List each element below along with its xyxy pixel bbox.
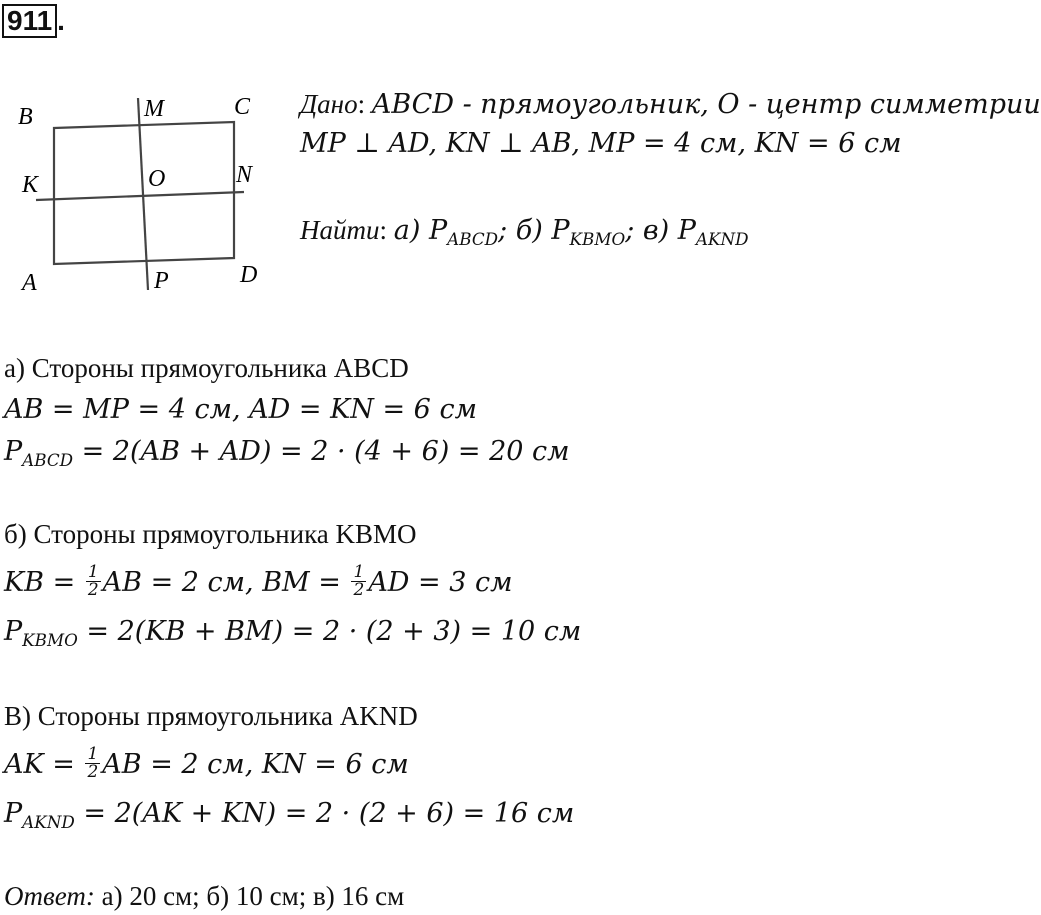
given-line-1: Дано: ABCD - прямоугольник, O - центр симметрии xyxy=(300,89,1041,120)
label-d: D xyxy=(240,262,258,288)
answer-label: Ответ: xyxy=(4,881,95,911)
part-b-heading: б) Стороны прямоугольника KBMO xyxy=(4,519,417,549)
label-o: O xyxy=(148,166,166,192)
label-n: N xyxy=(236,162,253,188)
label-p: P xyxy=(154,268,169,294)
answer-line xyxy=(4,880,404,912)
part-b-eq1: KB = $\frac{1}{2}$ AB = 2 см, BM = $\frac{1}{2}$ AD = 3 см xyxy=(4,562,513,600)
part-a-heading: а) Стороны прямоугольника ABCD xyxy=(4,353,409,383)
problem-number: 911 . xyxy=(2,4,65,38)
segment-kn xyxy=(36,192,244,200)
part-a-eq2: $P_{ABCD} = 2(AB + AD) = 2 \cdot (4 + 6) = 20$ см xyxy=(4,436,570,470)
part-c-eq2: $P_{AKND} = 2(AK + KN) = 2 \cdot (2 + 6) = 16$ см xyxy=(4,798,575,832)
part-c-eq1: AK = $\frac{1}{2}$ AB = 2 см, KN = 6 см xyxy=(4,744,409,782)
given-text-1: ABCD - прямоугольник, O - центр симметрии xyxy=(371,89,1041,120)
given-line-2: MP ⊥ AD, KN ⊥ AB, MP = 4 см, KN = 6 см xyxy=(300,128,902,159)
label-a: A xyxy=(22,270,37,296)
part-c-heading: В) Стороны прямоугольника AKND xyxy=(4,701,418,731)
label-b: B xyxy=(18,104,33,130)
part-b-eq2: $P_{KBMO} = 2(KB + BM) = 2 \cdot (2 + 3) = 10$ см xyxy=(4,616,582,650)
label-k: K xyxy=(22,172,39,198)
label-m: M xyxy=(144,96,164,122)
find-line: Найти: а) $P_{ABCD}$; б) $P_{KBMO}$; в) $P_{AKND}$ xyxy=(300,215,749,249)
find-text: а) $P_{ABCD}$; б) $P_{KBMO}$; в) $P_{AKND}$ xyxy=(393,215,749,249)
label-c: C xyxy=(234,94,251,120)
part-a-eq1: AB = MP = 4 см, AD = KN = 6 см xyxy=(4,394,477,425)
answer-text: а) 20 см; б) 10 см; в) 16 см xyxy=(101,881,405,911)
rectangle-figure xyxy=(16,90,276,305)
